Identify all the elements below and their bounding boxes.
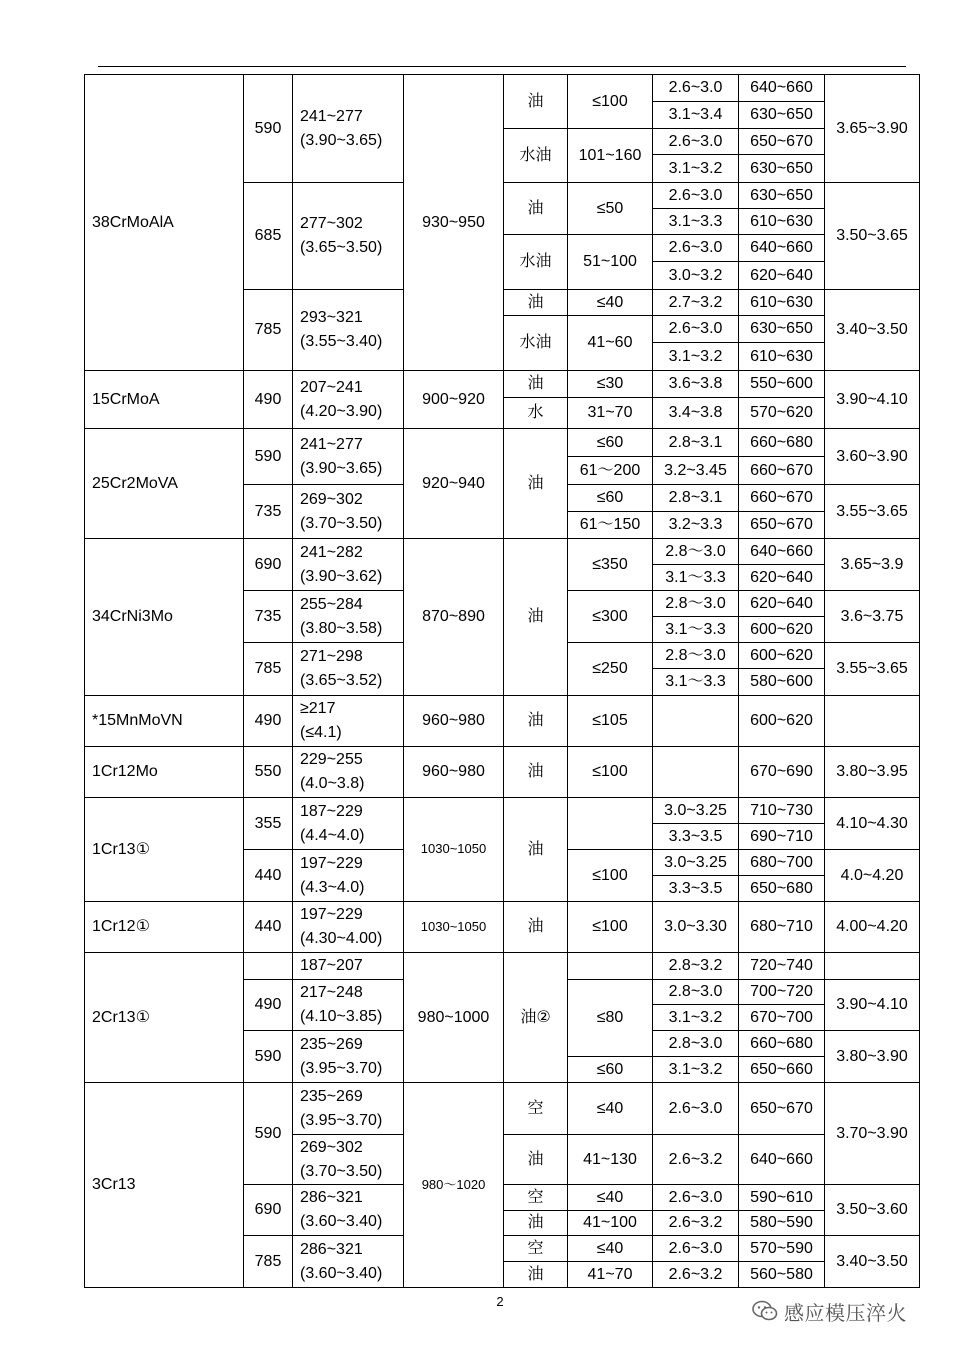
wechat-icon <box>752 1300 778 1322</box>
hardness-cell: ≥217 (≤4.1) <box>293 696 404 747</box>
final-hardness-cell: 3.50~3.65 <box>825 183 920 290</box>
size-cell: ≤105 <box>568 696 653 747</box>
quench-hardness-cell: 3.1～3.3 <box>653 565 739 591</box>
final-hardness-cell: 3.6~3.75 <box>825 591 920 643</box>
medium-cell: 油 <box>504 371 568 398</box>
quench-hardness-cell: 3.1~3.2 <box>653 1057 739 1083</box>
temper-temp-cell: 550~600 <box>739 371 825 398</box>
temper-temp-cell: 630~650 <box>739 183 825 209</box>
strength-cell: 785 <box>244 643 293 696</box>
quench-temp-cell: 1030~1050 <box>404 798 504 902</box>
strength-cell: 735 <box>244 591 293 643</box>
size-cell: ≤40 <box>568 1185 653 1211</box>
grade-cell: 1Cr12Mo <box>85 747 244 798</box>
temper-temp-cell: 620~640 <box>739 565 825 591</box>
medium-cell: 油② <box>504 953 568 1083</box>
size-cell: ≤100 <box>568 75 653 129</box>
quench-temp-cell: 930~950 <box>404 75 504 371</box>
quench-hardness-cell: 2.8~3.1 <box>653 485 739 512</box>
temper-temp-cell: 610~630 <box>739 343 825 371</box>
hardness-cell: 241~277 (3.90~3.65) <box>293 75 404 183</box>
medium-cell: 油 <box>504 75 568 129</box>
quench-hardness-cell: 2.8～3.0 <box>653 539 739 565</box>
final-hardness-cell: 3.80~3.90 <box>825 1031 920 1083</box>
strength-cell: 685 <box>244 183 293 290</box>
medium-cell: 水油 <box>504 235 568 290</box>
size-cell: ≤60 <box>568 485 653 512</box>
hardness-cell: 241~282 (3.90~3.62) <box>293 539 404 591</box>
final-hardness-cell: 3.50~3.60 <box>825 1185 920 1236</box>
quench-hardness-cell: 3.1～3.3 <box>653 617 739 643</box>
quench-hardness-cell: 2.7~3.2 <box>653 290 739 316</box>
temper-temp-cell: 630~650 <box>739 155 825 183</box>
quench-temp-cell: 900~920 <box>404 371 504 429</box>
grade-cell: *15MnMoVN <box>85 696 244 747</box>
medium-cell: 水 <box>504 398 568 429</box>
size-cell: ≤300 <box>568 591 653 643</box>
quench-hardness-cell: 2.6~3.0 <box>653 1185 739 1211</box>
quench-hardness-cell: 3.2~3.3 <box>653 512 739 539</box>
final-hardness-cell: 3.55~3.65 <box>825 643 920 696</box>
quench-temp-cell: 920~940 <box>404 429 504 539</box>
quench-hardness-cell: 3.0~3.25 <box>653 850 739 876</box>
medium-cell: 水油 <box>504 129 568 183</box>
quench-hardness-cell: 2.8~3.2 <box>653 953 739 980</box>
final-hardness-cell: 3.60~3.90 <box>825 429 920 485</box>
size-cell: ≤100 <box>568 747 653 798</box>
temper-temp-cell: 560~580 <box>739 1262 825 1288</box>
hardness-cell: 217~248 (4.10~3.85) <box>293 980 404 1031</box>
size-cell: 41~60 <box>568 316 653 371</box>
hardness-cell: 197~229 (4.3~4.0) <box>293 850 404 902</box>
quench-hardness-cell: 2.6~3.2 <box>653 1262 739 1288</box>
temper-temp-cell: 610~630 <box>739 209 825 235</box>
size-cell: 61～150 <box>568 512 653 539</box>
temper-temp-cell: 610~630 <box>739 290 825 316</box>
final-hardness-cell <box>825 953 920 980</box>
strength-cell: 690 <box>244 1185 293 1236</box>
medium-cell: 油 <box>504 1135 568 1185</box>
medium-cell: 油 <box>504 539 568 696</box>
quench-hardness-cell: 3.1~3.2 <box>653 1005 739 1031</box>
grade-cell: 3Cr13 <box>85 1083 244 1288</box>
temper-temp-cell: 660~670 <box>739 457 825 485</box>
final-hardness-cell: 3.70~3.90 <box>825 1083 920 1185</box>
quench-hardness-cell: 3.3~3.5 <box>653 824 739 850</box>
strength-cell: 490 <box>244 980 293 1031</box>
size-cell: ≤40 <box>568 1236 653 1262</box>
final-hardness-cell: 4.0~4.20 <box>825 850 920 902</box>
temper-temp-cell: 620~640 <box>739 591 825 617</box>
final-hardness-cell: 3.40~3.50 <box>825 1236 920 1288</box>
size-cell: 51~100 <box>568 235 653 290</box>
hardness-cell: 235~269 (3.95~3.70) <box>293 1031 404 1083</box>
quench-hardness-cell: 2.6~3.0 <box>653 316 739 343</box>
quench-temp-cell: 1030~1050 <box>404 902 504 953</box>
hardness-cell: 269~302 (3.70~3.50) <box>293 1135 404 1185</box>
quench-temp-cell: 870~890 <box>404 539 504 696</box>
grade-cell: 1Cr12① <box>85 902 244 953</box>
quench-hardness-cell: 2.6~3.0 <box>653 1083 739 1135</box>
quench-temp-cell: 960~980 <box>404 696 504 747</box>
final-hardness-cell <box>825 696 920 747</box>
medium-cell: 油 <box>504 798 568 902</box>
temper-temp-cell: 620~640 <box>739 262 825 290</box>
temper-temp-cell: 650~670 <box>739 512 825 539</box>
medium-cell: 油 <box>504 1262 568 1288</box>
strength-cell: 355 <box>244 798 293 850</box>
quench-hardness-cell: 3.0~3.2 <box>653 262 739 290</box>
temper-temp-cell: 700~720 <box>739 980 825 1005</box>
header-rule <box>98 66 906 67</box>
medium-cell: 油 <box>504 1211 568 1236</box>
hardness-cell: 255~284 (3.80~3.58) <box>293 591 404 643</box>
medium-cell: 油 <box>504 696 568 747</box>
grade-cell: 2Cr13① <box>85 953 244 1083</box>
strength-cell: 590 <box>244 429 293 485</box>
temper-temp-cell: 690~710 <box>739 824 825 850</box>
quench-hardness-cell <box>653 696 739 747</box>
medium-cell: 油 <box>504 902 568 953</box>
medium-cell: 空 <box>504 1185 568 1211</box>
size-cell: ≤50 <box>568 183 653 235</box>
grade-cell: 15CrMoA <box>85 371 244 429</box>
quench-hardness-cell: 3.0~3.30 <box>653 902 739 953</box>
strength-cell: 550 <box>244 747 293 798</box>
size-cell: ≤100 <box>568 902 653 953</box>
temper-temp-cell: 600~620 <box>739 617 825 643</box>
quench-hardness-cell: 2.6~3.2 <box>653 1135 739 1185</box>
quench-hardness-cell: 3.3~3.5 <box>653 876 739 902</box>
strength-cell: 490 <box>244 371 293 429</box>
medium-cell: 空 <box>504 1083 568 1135</box>
temper-temp-cell: 680~700 <box>739 850 825 876</box>
temper-temp-cell: 600~620 <box>739 643 825 669</box>
hardness-cell: 293~321 (3.55~3.40) <box>293 290 404 371</box>
size-cell <box>568 798 653 850</box>
size-cell: ≤100 <box>568 850 653 902</box>
final-hardness-cell: 3.40~3.50 <box>825 290 920 371</box>
size-cell: ≤40 <box>568 1083 653 1135</box>
medium-cell: 空 <box>504 1236 568 1262</box>
quench-hardness-cell: 2.6~3.0 <box>653 129 739 155</box>
quench-hardness-cell: 2.8～3.0 <box>653 643 739 669</box>
temper-temp-cell: 630~650 <box>739 102 825 129</box>
hardness-cell: 277~302 (3.65~3.50) <box>293 183 404 290</box>
grade-cell: 1Cr13① <box>85 798 244 902</box>
quench-hardness-cell: 3.0~3.25 <box>653 798 739 824</box>
strength-cell: 690 <box>244 539 293 591</box>
hardness-cell: 187~207 <box>293 953 404 980</box>
quench-hardness-cell: 3.6~3.8 <box>653 371 739 398</box>
quench-temp-cell: 980~1000 <box>404 953 504 1083</box>
strength-cell <box>244 953 293 980</box>
grade-cell: 25Cr2MoVA <box>85 429 244 539</box>
temper-temp-cell: 570~590 <box>739 1236 825 1262</box>
quench-hardness-cell: 2.8~3.0 <box>653 1031 739 1057</box>
temper-temp-cell: 720~740 <box>739 953 825 980</box>
size-cell <box>568 953 653 980</box>
final-hardness-cell: 3.90~4.10 <box>825 980 920 1031</box>
medium-cell: 油 <box>504 747 568 798</box>
hardness-cell: 197~229 (4.30~4.00) <box>293 902 404 953</box>
temper-temp-cell: 660~670 <box>739 485 825 512</box>
temper-temp-cell: 640~660 <box>739 235 825 262</box>
quench-hardness-cell: 2.6~3.2 <box>653 1211 739 1236</box>
strength-cell: 440 <box>244 850 293 902</box>
quench-hardness-cell: 3.1~3.4 <box>653 102 739 129</box>
quench-temp-cell: 960~980 <box>404 747 504 798</box>
hardness-cell: 241~277 (3.90~3.65) <box>293 429 404 485</box>
quench-hardness-cell: 3.1~3.2 <box>653 155 739 183</box>
hardness-cell: 286~321 (3.60~3.40) <box>293 1236 404 1288</box>
medium-cell: 油 <box>504 290 568 316</box>
hardness-cell: 286~321 (3.60~3.40) <box>293 1185 404 1236</box>
quench-hardness-cell <box>653 747 739 798</box>
final-hardness-cell: 4.10~4.30 <box>825 798 920 850</box>
size-cell: 41~130 <box>568 1135 653 1185</box>
temper-temp-cell: 640~660 <box>739 539 825 565</box>
quench-hardness-cell: 2.6~3.0 <box>653 183 739 209</box>
quench-hardness-cell: 3.2~3.45 <box>653 457 739 485</box>
hardness-cell: 229~255 (4.0~3.8) <box>293 747 404 798</box>
size-cell: ≤250 <box>568 643 653 696</box>
strength-cell: 590 <box>244 75 293 183</box>
size-cell: ≤40 <box>568 290 653 316</box>
strength-cell: 490 <box>244 696 293 747</box>
quench-hardness-cell: 3.4~3.8 <box>653 398 739 429</box>
size-cell: ≤60 <box>568 429 653 457</box>
strength-cell: 590 <box>244 1083 293 1185</box>
temper-temp-cell: 640~660 <box>739 75 825 102</box>
strength-cell: 590 <box>244 1031 293 1083</box>
size-cell: ≤350 <box>568 539 653 591</box>
size-cell: 101~160 <box>568 129 653 183</box>
watermark-text: 感应模压淬火 <box>784 1302 907 1325</box>
final-hardness-cell: 3.65~3.90 <box>825 75 920 183</box>
final-hardness-cell: 3.55~3.65 <box>825 485 920 539</box>
temper-temp-cell: 630~650 <box>739 316 825 343</box>
strength-cell: 735 <box>244 485 293 539</box>
grade-cell: 34CrNi3Mo <box>85 539 244 696</box>
watermark <box>752 1298 907 1324</box>
temper-temp-cell: 670~700 <box>739 1005 825 1031</box>
hardness-cell: 235~269 (3.95~3.70) <box>293 1083 404 1135</box>
temper-temp-cell: 660~680 <box>739 1031 825 1057</box>
strength-cell: 785 <box>244 290 293 371</box>
quench-hardness-cell: 2.6~3.0 <box>653 1236 739 1262</box>
temper-temp-cell: 710~730 <box>739 798 825 824</box>
hardness-cell: 271~298 (3.65~3.52) <box>293 643 404 696</box>
size-cell: ≤30 <box>568 371 653 398</box>
hardness-cell: 207~241 (4.20~3.90) <box>293 371 404 429</box>
hardness-cell: 269~302 (3.70~3.50) <box>293 485 404 539</box>
quench-hardness-cell: 2.6~3.0 <box>653 75 739 102</box>
temper-temp-cell: 650~660 <box>739 1057 825 1083</box>
final-hardness-cell: 4.00~4.20 <box>825 902 920 953</box>
medium-cell: 水油 <box>504 316 568 371</box>
final-hardness-cell: 3.80~3.95 <box>825 747 920 798</box>
grade-cell: 38CrMoAlA <box>85 75 244 371</box>
temper-temp-cell: 650~670 <box>739 1083 825 1135</box>
size-cell: 41~100 <box>568 1211 653 1236</box>
size-cell: ≤80 <box>568 980 653 1057</box>
quench-hardness-cell: 3.1~3.3 <box>653 209 739 235</box>
temper-temp-cell: 650~670 <box>739 129 825 155</box>
quench-temp-cell: 980～1020 <box>404 1083 504 1288</box>
quench-hardness-cell: 2.8~3.1 <box>653 429 739 457</box>
temper-temp-cell: 580~590 <box>739 1211 825 1236</box>
size-cell: 31~70 <box>568 398 653 429</box>
strength-cell: 440 <box>244 902 293 953</box>
final-hardness-cell: 3.65~3.9 <box>825 539 920 591</box>
temper-temp-cell: 590~610 <box>739 1185 825 1211</box>
temper-temp-cell: 640~660 <box>739 1135 825 1185</box>
hardness-cell: 187~229 (4.4~4.0) <box>293 798 404 850</box>
quench-hardness-cell: 3.1～3.3 <box>653 669 739 696</box>
size-cell: 41~70 <box>568 1262 653 1288</box>
strength-cell: 785 <box>244 1236 293 1288</box>
steel-heat-treatment-table <box>84 74 920 1288</box>
medium-cell: 油 <box>504 183 568 235</box>
quench-hardness-cell: 2.8~3.0 <box>653 980 739 1005</box>
quench-hardness-cell: 3.1~3.2 <box>653 343 739 371</box>
page-number: 2 <box>496 1294 504 1309</box>
temper-temp-cell: 680~710 <box>739 902 825 953</box>
temper-temp-cell: 580~600 <box>739 669 825 696</box>
temper-temp-cell: 600~620 <box>739 696 825 747</box>
medium-cell: 油 <box>504 429 568 539</box>
temper-temp-cell: 660~680 <box>739 429 825 457</box>
size-cell: 61～200 <box>568 457 653 485</box>
size-cell: ≤60 <box>568 1057 653 1083</box>
quench-hardness-cell: 2.6~3.0 <box>653 235 739 262</box>
temper-temp-cell: 570~620 <box>739 398 825 429</box>
temper-temp-cell: 650~680 <box>739 876 825 902</box>
quench-hardness-cell: 2.8～3.0 <box>653 591 739 617</box>
temper-temp-cell: 670~690 <box>739 747 825 798</box>
final-hardness-cell: 3.90~4.10 <box>825 371 920 429</box>
